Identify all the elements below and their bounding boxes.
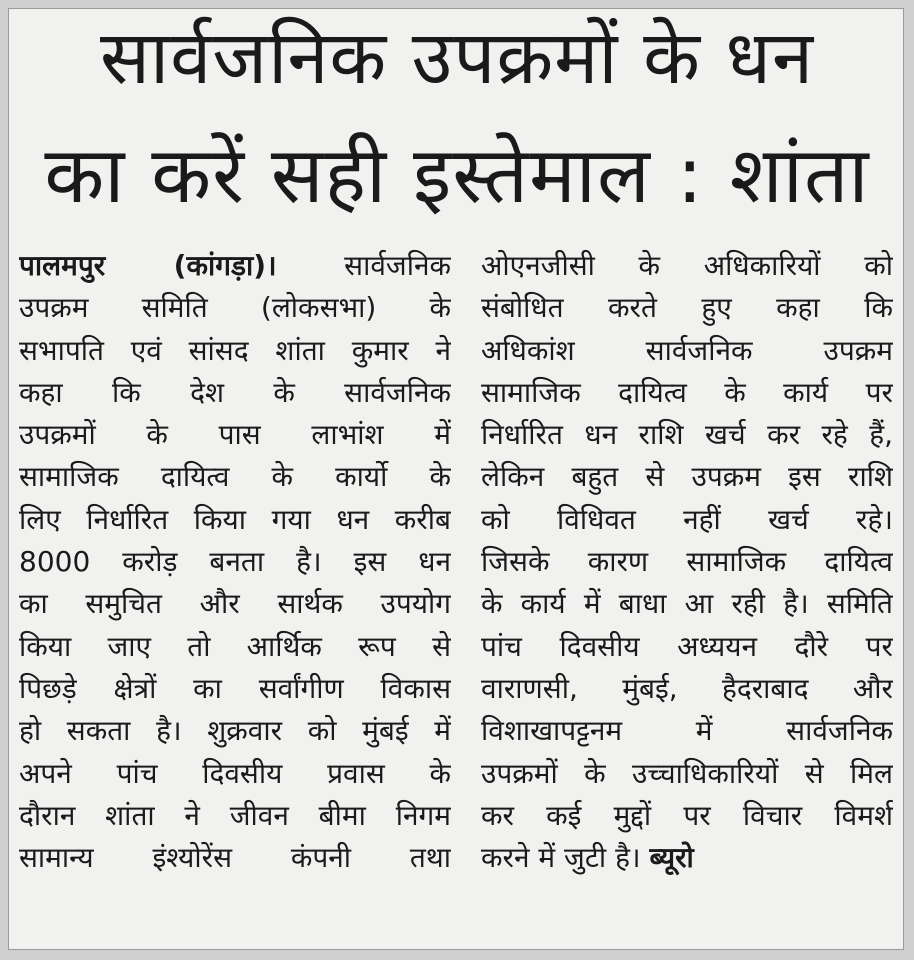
article-line: सामाजिक दायित्व के कार्य पर [481,375,893,409]
article-line [481,837,893,879]
article-line: को विधिवत नहीं खर्च रहे। [481,502,893,536]
article-line: के कार्य में बाधा आ रही है। समिति [481,587,893,621]
article-line: का समुचित और सार्थक उपयोग [19,587,451,621]
article-line: पांच दिवसीय अध्ययन दौरे पर [481,629,893,663]
article-line: उपक्रमों के पास लाभांश में [19,418,451,452]
article-line: दौरान शांता ने जीवन बीमा निगम [19,798,451,832]
article-line: सामान्य इंश्योरेंस कंपनी तथा [19,841,451,875]
article-line: उपक्रम समिति (लोकसभा) के [19,291,451,325]
article-line: लिए निर्धारित किया गया धन करीब [19,502,451,536]
article-line-text: करने में जुटी है। [481,841,641,875]
article-line: पिछड़े क्षेत्रों का सर्वांगीण विकास [19,671,451,705]
article-line [19,245,451,287]
article-line: अपने पांच दिवसीय प्रवास के [19,756,451,790]
article-line: लेकिन बहुत से उपक्रम इस राशि [481,460,893,494]
article-line: वाराणसी, मुंबई, हैदराबाद और [481,671,893,705]
article-line: हो सकता है। शुक्रवार को मुंबई में [19,714,451,748]
newspaper-clipping [8,8,904,950]
headline-line-2: का करें सही इस्तेमाल : शांता [44,131,870,221]
article-line: विशाखापट्टनम में सार्वजनिक [481,714,893,748]
article-line: उपक्रमों के उच्चाधिकारियों से मिल [481,756,893,790]
article-line: जिसके कारण सामाजिक दायित्व [481,545,893,579]
article-line: सामाजिक दायित्व के कार्यो के [19,460,451,494]
article-line: संबोधित करते हुए कहा कि [481,291,893,325]
article-line: निर्धारित धन राशि खर्च कर रहे हैं, [481,418,893,452]
article-left-column [19,245,451,879]
article-line: किया जाए तो आर्थिक रूप से [19,629,451,663]
article-line-text: सार्वजनिक [344,249,451,282]
article-line: कर कई मुद्दों पर विचार विमर्श [481,798,893,832]
byline: ब्यूरो [649,841,694,875]
article-line: सभापति एवं सांसद शांता कुमार ने [19,333,451,367]
article-line: ओएनजीसी के अधिकारियों को [481,249,893,282]
article-line: 8000 करोड़ बनता है। इस धन [19,545,451,579]
dateline: पालमपुर (कांगड़ा)। [19,249,277,282]
article-line: कहा कि देश के सार्वजनिक [19,375,451,409]
headline-line-1: सार्वजनिक उपक्रमों के धन [99,15,815,101]
article-line: अधिकांश सार्वजनिक उपक्रम [481,333,893,367]
article-right-column [481,245,893,879]
